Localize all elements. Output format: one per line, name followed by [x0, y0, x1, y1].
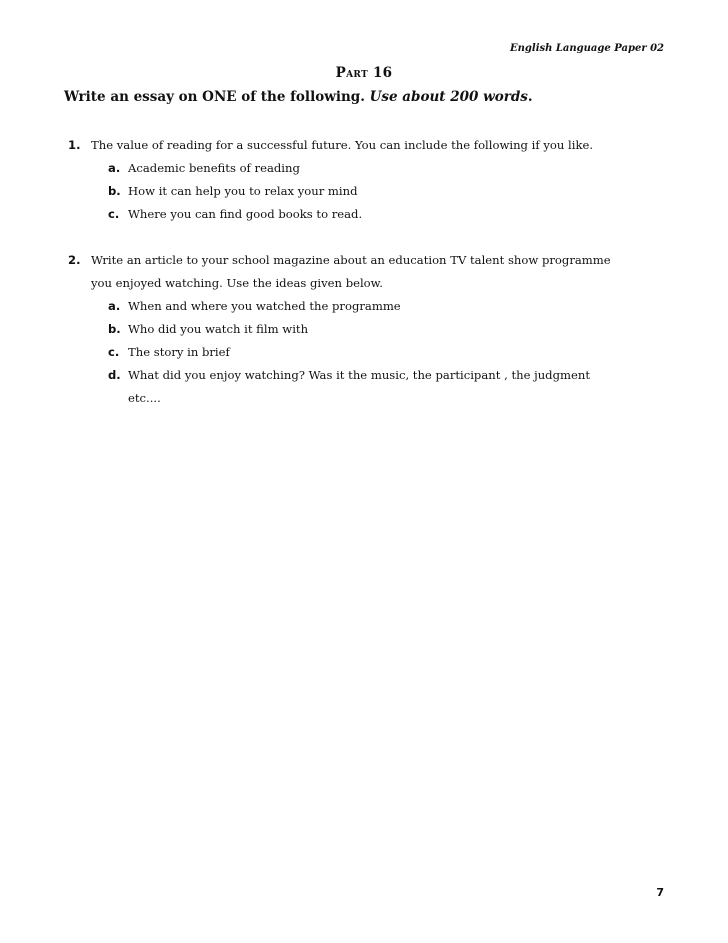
subitem-text: When and where you watched the programme [128, 299, 401, 313]
question-number: 1. [68, 138, 81, 152]
subitem-letter: a. [108, 161, 121, 175]
question-text-line: The value of reading for a successful future. You can include the following if you like. [91, 138, 594, 152]
subitem-text: How it can help you to relax your mind [128, 184, 358, 198]
subitem-text: Who did you watch it film with [128, 322, 309, 336]
subitem-text: Where you can find good books to read. [128, 207, 363, 221]
instruction-end: . [527, 89, 533, 105]
subitem-letter: c. [108, 207, 120, 221]
subitem-letter: b. [108, 184, 121, 198]
question-text-line: you enjoyed watching. Use the ideas given below. [91, 276, 383, 290]
question-text-line: Write an article to your school magazine about an education TV talent show programme [91, 253, 611, 267]
essay-instruction [64, 89, 533, 105]
part-title: Part 16 [335, 65, 393, 81]
subitem-letter: a. [108, 299, 121, 313]
subitem-text: Academic benefits of reading [128, 161, 300, 175]
instruction-word-count: Use about 200 words [369, 89, 528, 105]
running-header: English Language Paper 02 [510, 43, 664, 54]
subitem-letter: c. [108, 345, 120, 359]
subitem-text: The story in brief [128, 345, 230, 359]
subitem-letter: d. [108, 368, 121, 382]
subitem-continuation: etc.... [128, 391, 161, 405]
subitem-text: What did you enjoy watching? Was it the music, the participant , the judgment [128, 368, 591, 382]
page-number: 7 [656, 886, 664, 899]
question-number: 2. [68, 253, 81, 267]
instruction-bold-text: Write an essay on ONE of the following. [64, 89, 370, 105]
subitem-letter: b. [108, 322, 121, 336]
